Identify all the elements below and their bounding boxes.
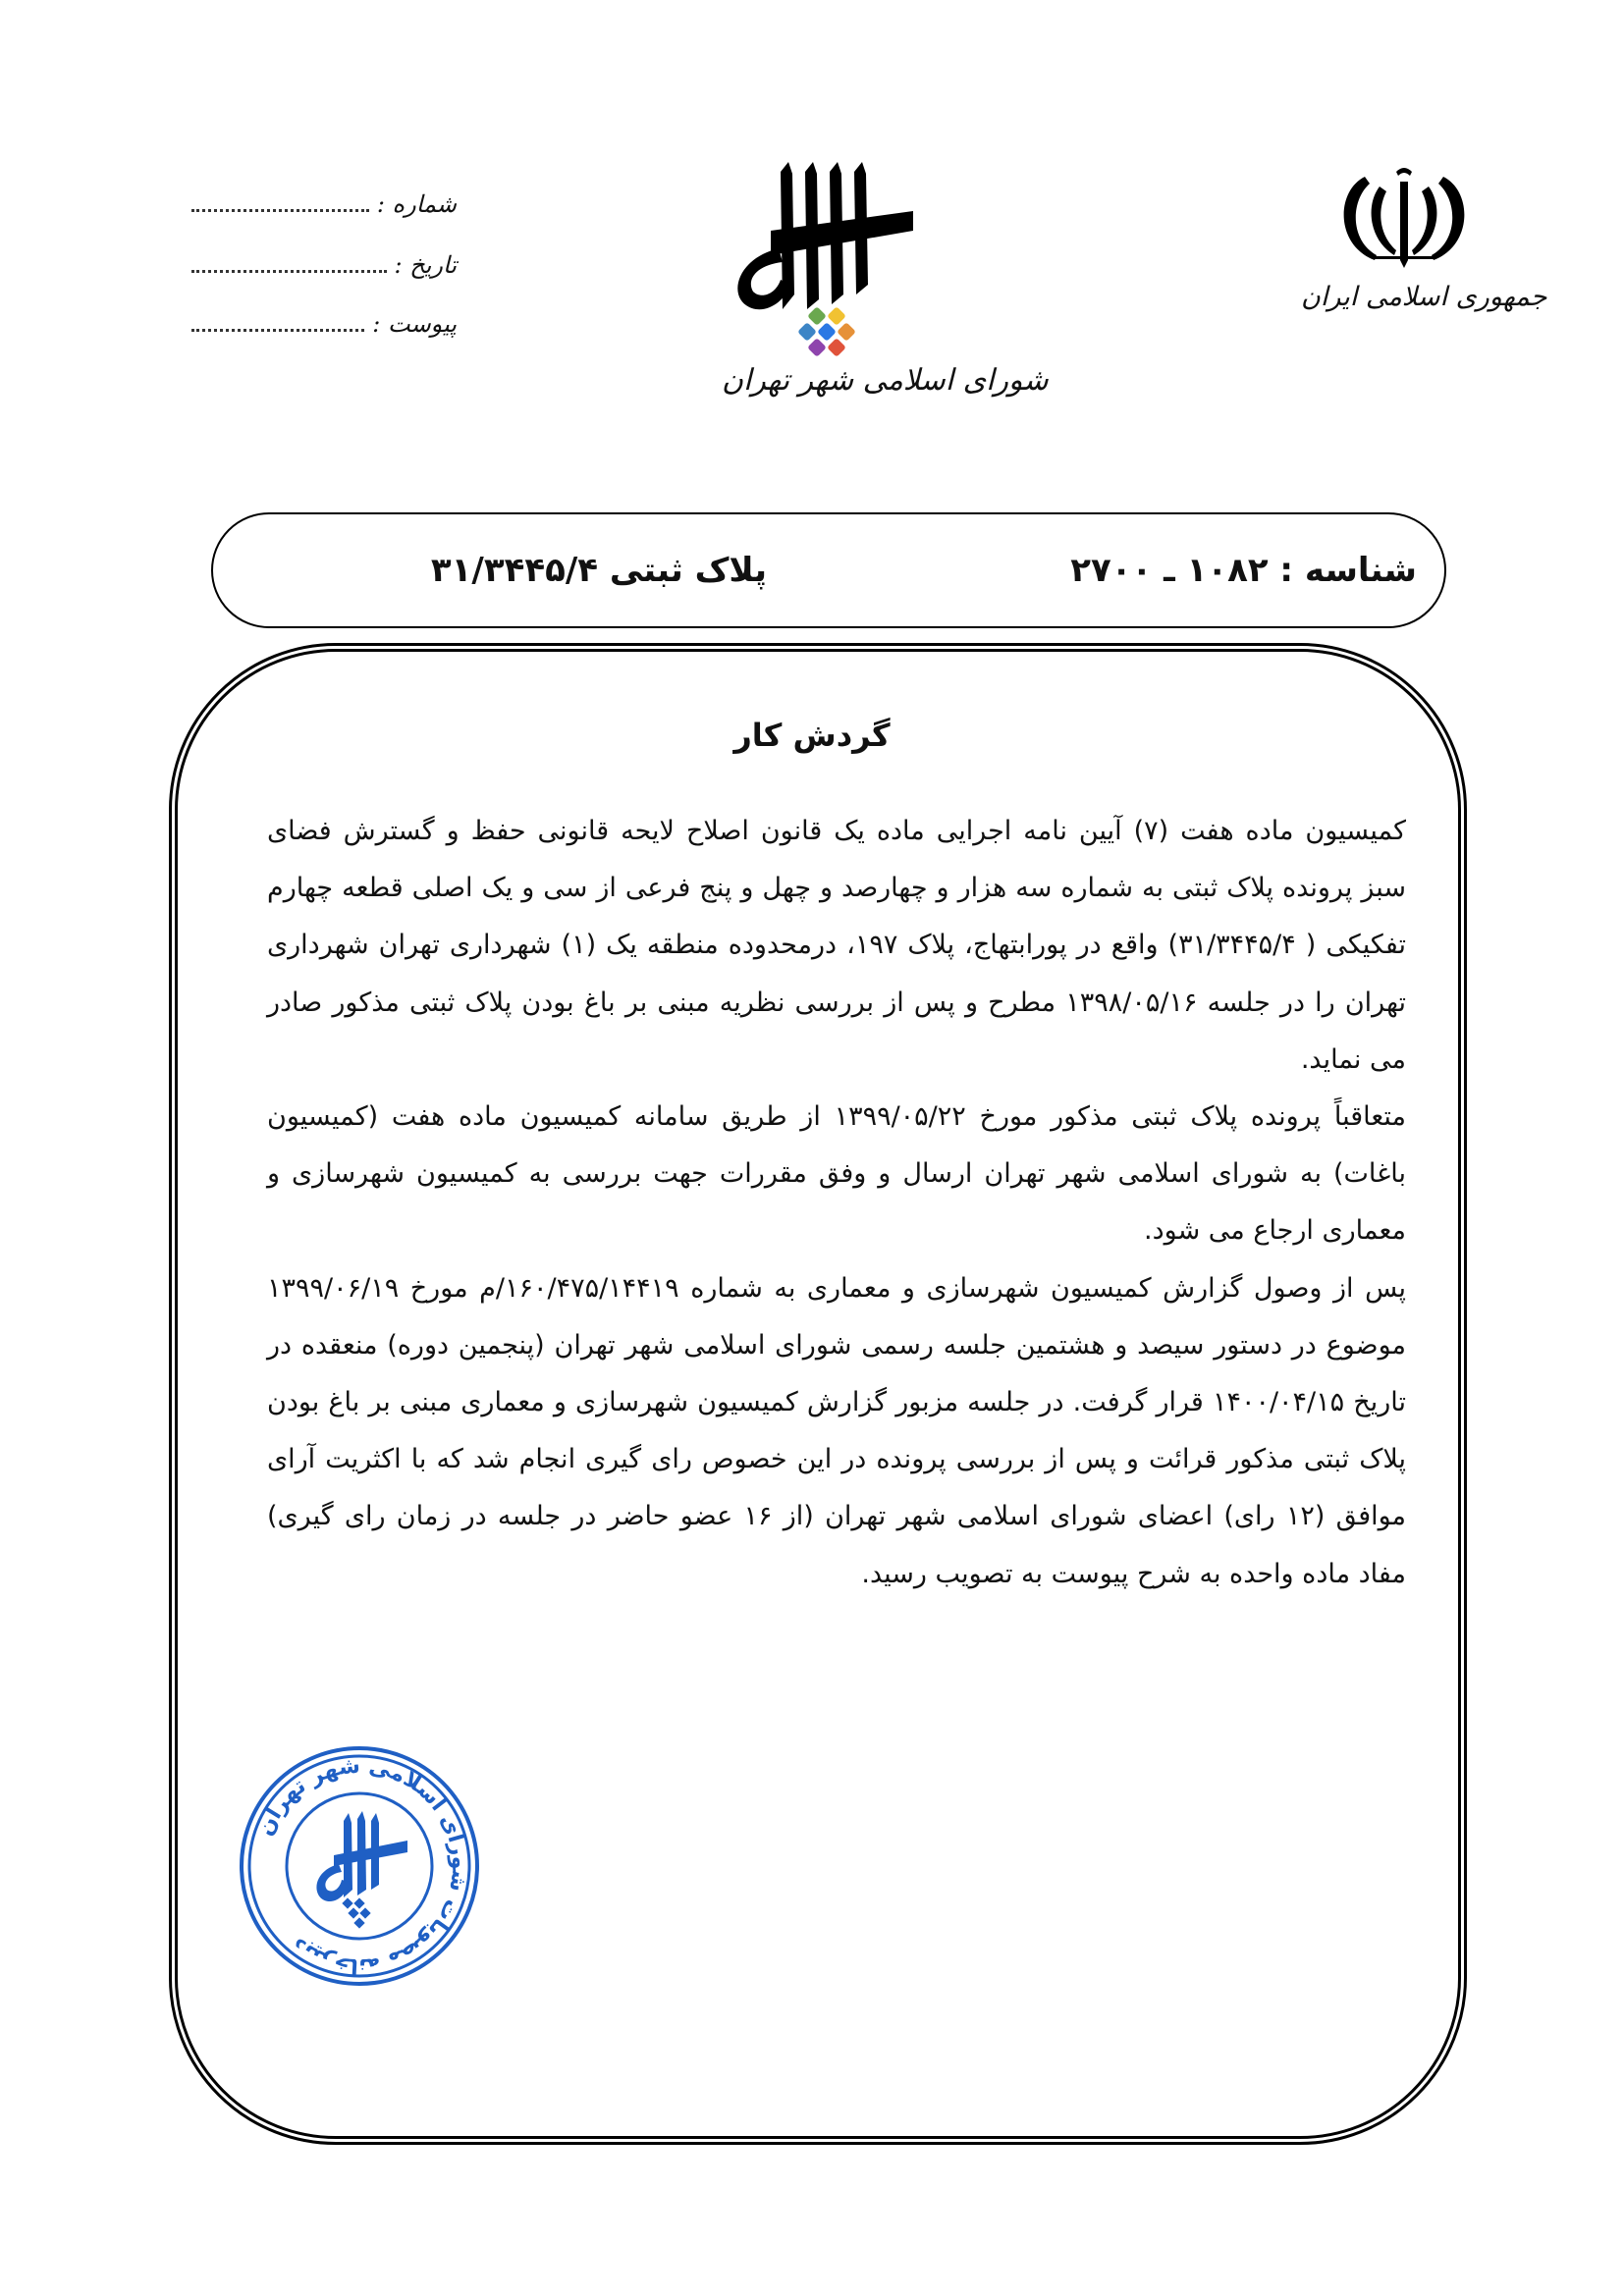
tile-7 <box>827 338 846 357</box>
stamp-emblem <box>316 1811 407 1929</box>
tehran-council-logo <box>712 162 1049 417</box>
stamp-text: دبیرخانه مصوبات شورای اسلامی شهر تهران <box>252 1753 472 1979</box>
color-tiles <box>797 306 856 357</box>
official-stamp <box>236 1742 483 1990</box>
document-title: گردش کار <box>733 717 891 754</box>
attachment-label: پیوست : <box>372 310 457 338</box>
tile-1 <box>807 306 827 326</box>
registration-plate <box>431 551 767 590</box>
number-field <box>191 185 457 224</box>
council-caption: شورای اسلامی شهر تهران <box>722 363 1049 398</box>
stamp-seal-icon <box>236 1742 483 1990</box>
number-label: شماره : <box>376 190 457 218</box>
tile-2 <box>827 306 846 326</box>
date-field <box>191 245 457 285</box>
council-emblem-icon <box>712 162 967 358</box>
tile-5 <box>837 322 856 342</box>
registration-plate-value: ۳۱/۳۴۴۵/۴ <box>430 551 598 590</box>
iran-emblem-icon <box>1316 162 1492 270</box>
document-id-label: شناسه : <box>1279 551 1417 590</box>
registration-plate-label: پلاک ثبتی <box>609 551 767 590</box>
tile-3 <box>797 322 817 342</box>
number-dotted-line <box>191 209 369 212</box>
document-id <box>1070 551 1417 590</box>
document-body <box>267 803 1406 1603</box>
document-id-value: ۱۰۸۲ ـ ۲۷۰۰ <box>1070 551 1269 590</box>
attachment-field <box>191 304 457 344</box>
paragraph-1: کمیسیون ماده هفت (۷) آیین نامه اجرایی ماده یک قانون اصلاح لایحه قانونی حفظ و گسترش فضای سبز پرونده پلاک ثبتی به شماره سه هزار و چهارصد و چهل و پنج فرعی از سی و یک اصلی قطعه چهارم تفکیکی ( ۳۱/۳۴۴۵/۴) واقع در پورابتهاج، پلاک ۱۹۷، درمحدوده منطقه یک (۱) شهرداری تهران شهرداری تهران را در جلسه ۱۳۹۸/۰۵/۱۶ مطرح و پس از بررسی نظریه مبنی بر باغ بودن پلاک ثبتی مذکور صادر می نماید. <box>267 816 1407 1075</box>
header-info-box <box>211 512 1446 628</box>
paragraph-3: پس از وصول گزارش کمیسیون شهرسازی و معماری به شماره ۱۶۰/۴۷۵/۱۴۴۱۹/م مورخ ۱۳۹۹/۰۶/۱۹ موضوع در دستور سیصد و هشتمین جلسه رسمی شورای اسلامی شهر تهران (پنجمین دوره) منعقده در تاریخ ۱۴۰۰/۰۴/۱۵ قرار گرفت. در جلسه مزبور گزارش کمیسیون شهرسازی و معماری مبنی بر باغ بودن پلاک ثبتی مذکور قرائت و پس از بررسی پرونده در این خصوص رای گیری انجام شد که با اکثریت آرای موافق (۱۲ رای) اعضای شورای اسلامی شهر تهران (از ۱۶ عضو حاضر در جلسه در زمان رای گیری) مفاد ماده واحده به شرح پیوست به تصویب رسید. <box>267 1272 1407 1589</box>
paragraph-2: متعاقباً پرونده پلاک ثبتی مذکور مورخ ۱۳۹۹/۰۵/۲۲ از طریق سامانه کمیسیون ماده هفت (کمیسیون باغات) به شورای اسلامی شهر تهران ارسال و وفق مقررات جهت بررسی به کمیسیون شهرسازی و معماری ارجاع می شود. <box>267 1101 1406 1247</box>
iran-emblem-logo <box>1301 162 1547 339</box>
date-label: تاریخ : <box>394 251 457 279</box>
tile-6 <box>807 338 827 357</box>
tile-4 <box>817 322 837 342</box>
date-dotted-line <box>191 270 387 273</box>
attachment-dotted-line <box>191 329 364 332</box>
iran-caption: جمهوری اسلامی ایران <box>1301 282 1547 312</box>
